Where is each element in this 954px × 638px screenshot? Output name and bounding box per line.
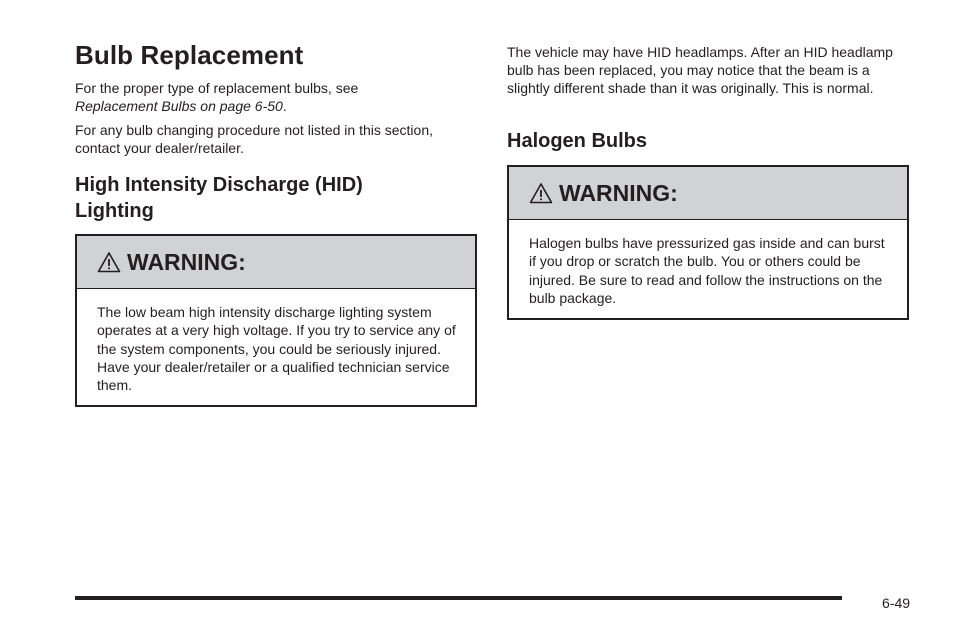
page-title: Bulb Replacement bbox=[75, 40, 304, 70]
warning-header bbox=[509, 167, 907, 220]
intro-1-suffix: . bbox=[282, 98, 287, 115]
hid-intro-paragraph: The vehicle may have HID headlamps. After an HID headlamp bulb has been replaced, you may notice that the beam is a slightly different shade than it was originally. This is normal. bbox=[507, 44, 893, 97]
footer-rule bbox=[75, 596, 842, 600]
cross-reference-link[interactable]: Replacement Bulbs on page 6-50 bbox=[75, 98, 283, 115]
warning-text: The low beam high intensity discharge lighting system operates at a very high voltage. If you try to service any of the system components, you could be seriously injured. Have your dealer/retailer or a qualified technician service them. bbox=[97, 304, 456, 394]
warning-text: Halogen bulbs have pressurized gas inside and can burst if you drop or scratch the bulb. You or others could be injured. Be sure to read and follow the instructions on the bulb package. bbox=[529, 235, 885, 306]
warning-box-hid bbox=[75, 234, 477, 407]
section-title-hid: High Intensity Discharge (HID) Lighting bbox=[75, 174, 363, 222]
warning-header bbox=[77, 236, 475, 289]
warning-label: WARNING: bbox=[127, 249, 246, 275]
page-number: 6-49 bbox=[882, 595, 911, 611]
warning-box-halogen bbox=[507, 165, 909, 320]
intro-1-prefix: For the proper type of replacement bulbs, see bbox=[75, 80, 359, 96]
warning-triangle-icon bbox=[97, 251, 121, 273]
intro-paragraph-1 bbox=[75, 79, 477, 115]
section-title-halogen: Halogen Bulbs bbox=[507, 130, 648, 152]
warning-label: WARNING: bbox=[559, 180, 678, 206]
warning-triangle-icon bbox=[529, 182, 553, 204]
intro-paragraph-2: For any bulb changing procedure not listed in this section, contact your dealer/retailer. bbox=[75, 122, 433, 157]
